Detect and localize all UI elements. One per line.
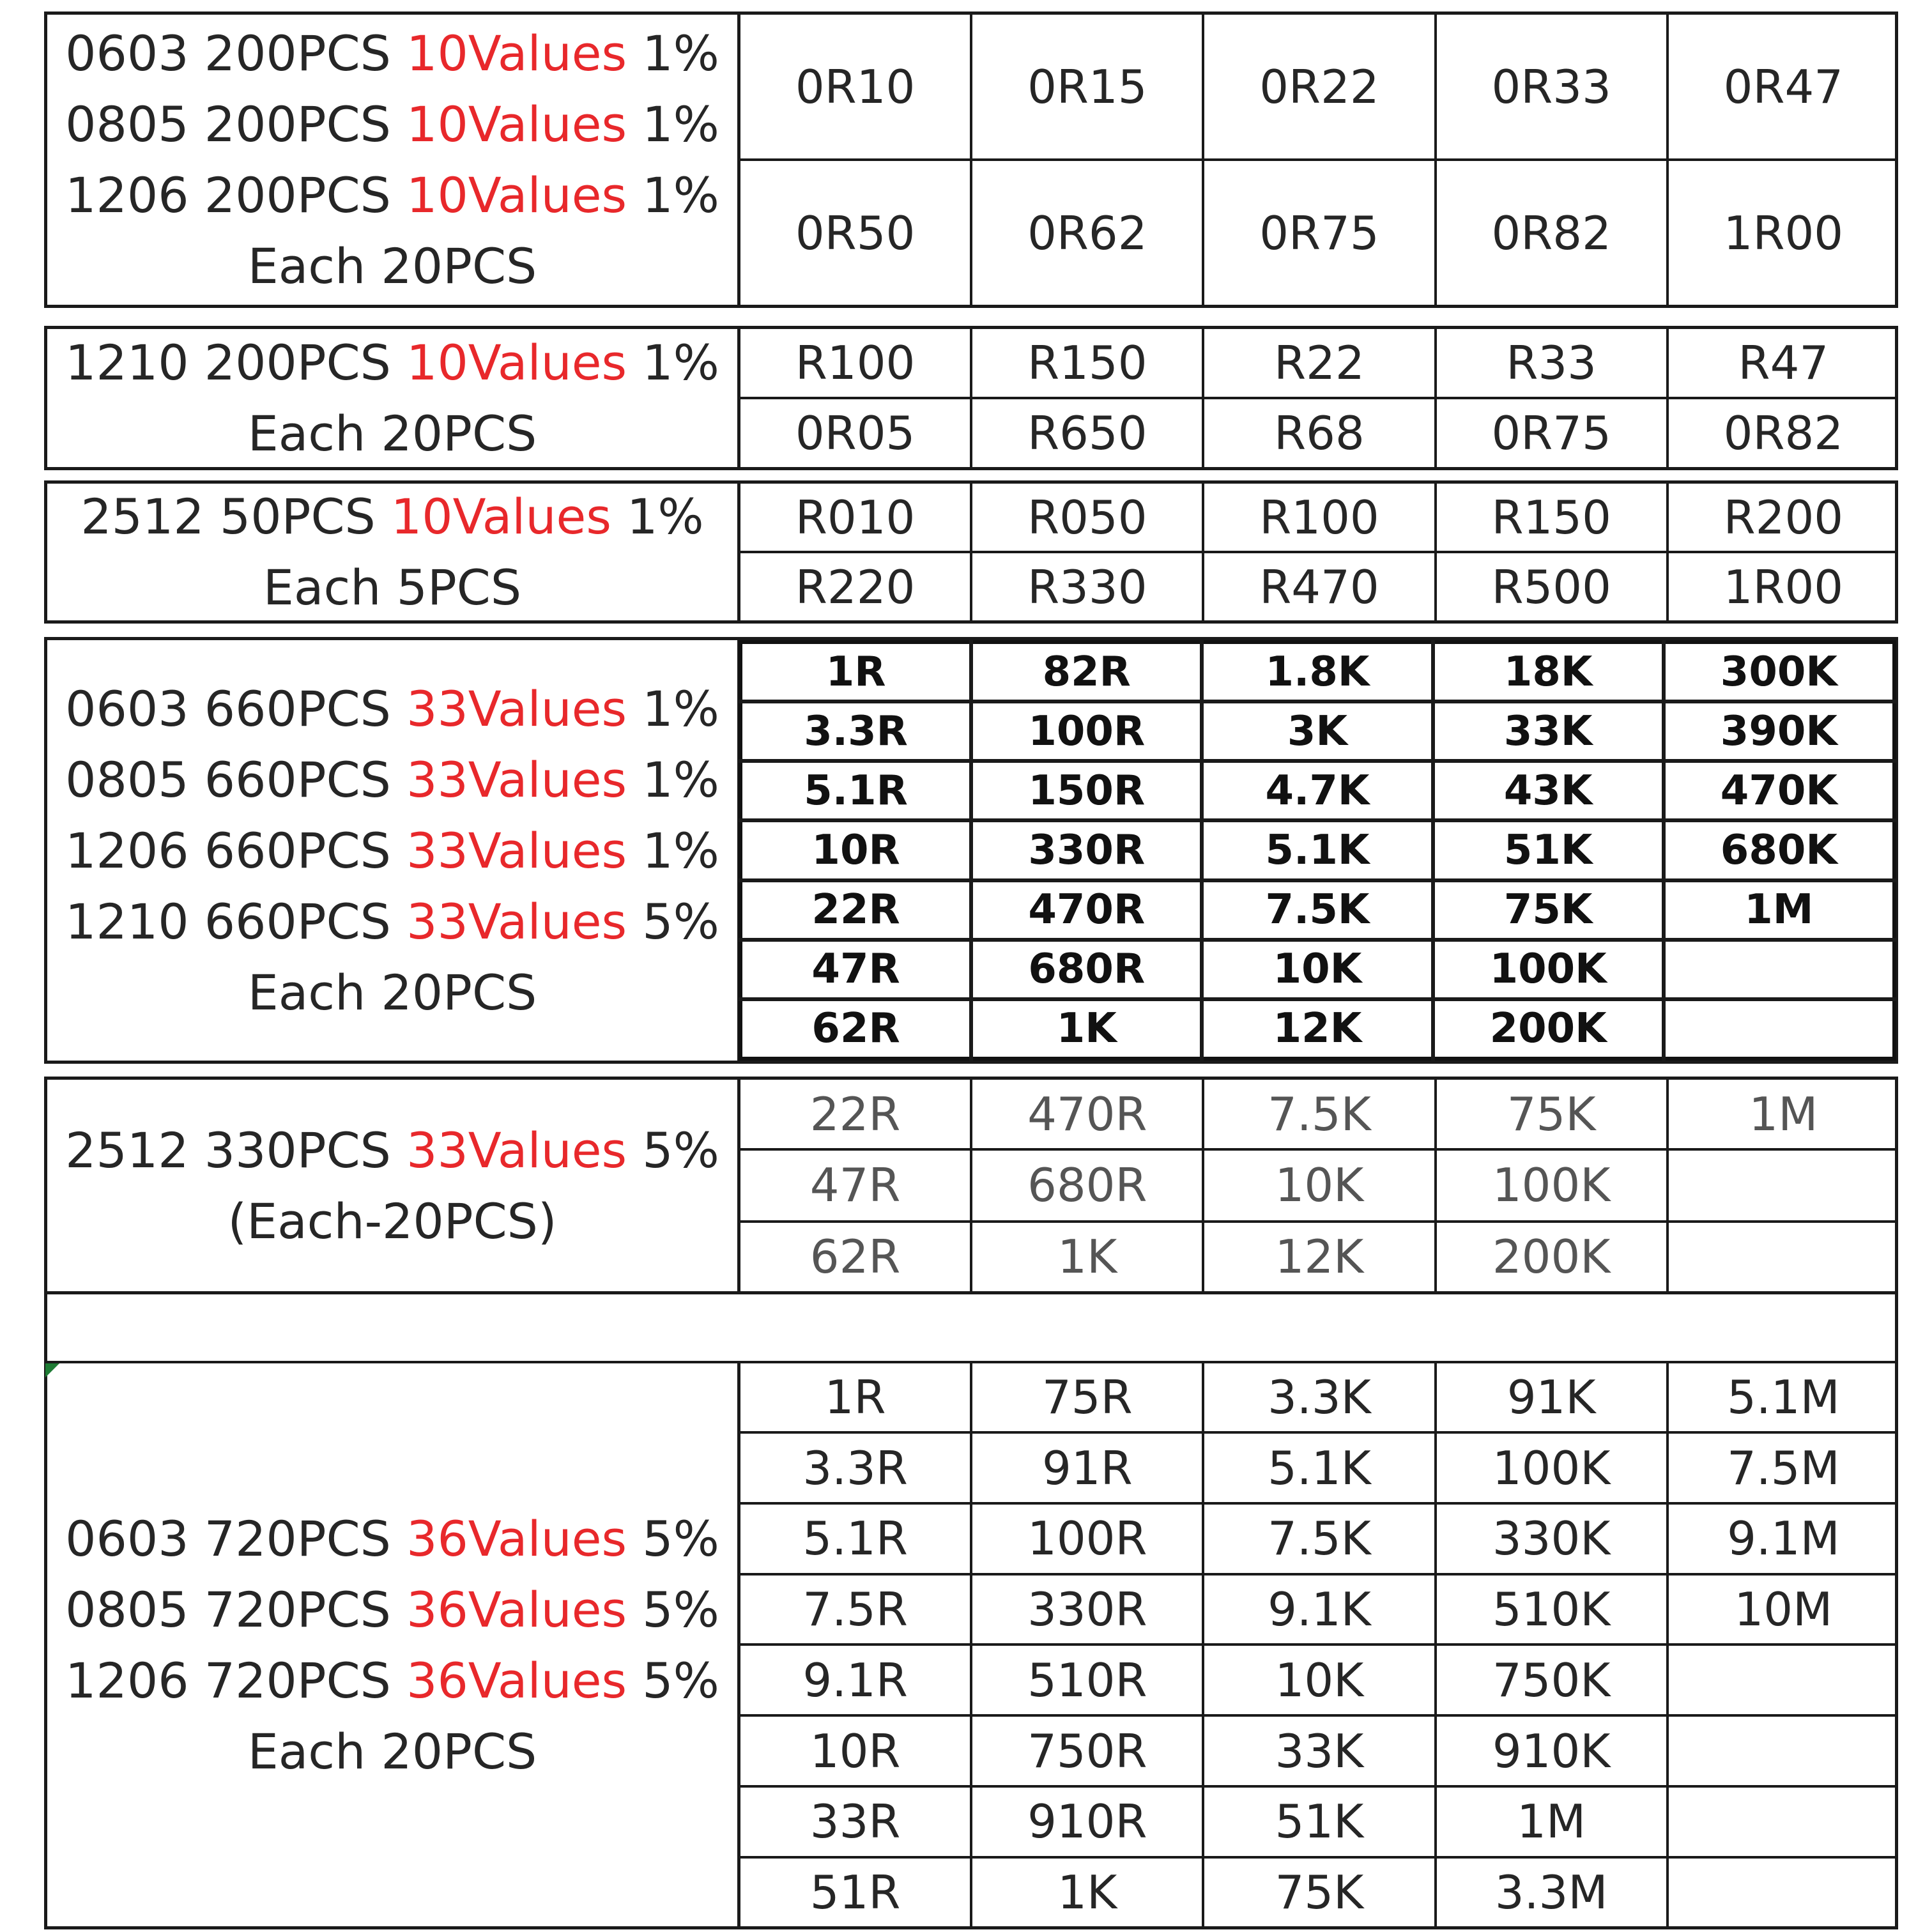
description-line bbox=[248, 231, 537, 302]
table-row bbox=[740, 1644, 1898, 1715]
table-row bbox=[740, 1857, 1898, 1926]
section-1 bbox=[44, 12, 1898, 308]
resistance-value-cell: 3.3K bbox=[1203, 1363, 1435, 1432]
table-row bbox=[740, 1432, 1898, 1503]
resistance-value-cell: 910K bbox=[1436, 1715, 1667, 1786]
values-table bbox=[740, 329, 1898, 467]
resistance-value-cell: 0R75 bbox=[1203, 160, 1435, 305]
package-spec: 1206 200PCS bbox=[65, 167, 407, 224]
tolerance: 5% bbox=[627, 1510, 719, 1567]
description-line bbox=[65, 1574, 719, 1645]
values-count: 36Values bbox=[406, 1652, 627, 1709]
resistance-value-cell: 0R50 bbox=[740, 160, 971, 305]
resistance-value-cell: 5.1K bbox=[1202, 820, 1432, 880]
package-spec: 0805 200PCS bbox=[65, 96, 407, 153]
description-line bbox=[248, 398, 537, 469]
table-row bbox=[740, 1222, 1898, 1292]
resistance-value-cell: 910R bbox=[971, 1786, 1203, 1857]
resistance-value-cell: R150 bbox=[971, 329, 1203, 398]
resistance-value-cell: 680K bbox=[1664, 820, 1894, 880]
table-row bbox=[740, 552, 1898, 620]
values-count: 10Values bbox=[390, 488, 611, 545]
table-row bbox=[740, 999, 1894, 1059]
section-6 bbox=[44, 1361, 1898, 1929]
section-3 bbox=[44, 480, 1898, 624]
resistance-value-cell: 1R bbox=[825, 648, 886, 696]
values-table bbox=[740, 15, 1898, 305]
package-spec: Each 5PCS bbox=[263, 559, 522, 616]
resistance-value-cell: R100 bbox=[1203, 484, 1435, 552]
resistance-value-cell: 0R10 bbox=[795, 59, 916, 114]
resistance-value-cell bbox=[1664, 999, 1894, 1059]
package-spec: Each 20PCS bbox=[247, 405, 537, 462]
section-description bbox=[47, 15, 740, 305]
tolerance: 5% bbox=[627, 1581, 719, 1638]
description-line bbox=[80, 481, 703, 552]
resistance-value-cell: 1M bbox=[1664, 880, 1894, 940]
resistance-value-cell: 390K bbox=[1664, 702, 1894, 761]
table-row bbox=[740, 398, 1898, 467]
resistance-value-cell: 75K bbox=[1436, 1080, 1667, 1149]
tolerance: 5% bbox=[627, 1652, 719, 1709]
values-count: 10Values bbox=[406, 25, 627, 82]
description-line bbox=[65, 815, 719, 886]
values-table bbox=[740, 1080, 1898, 1291]
resistance-value-cell: R010 bbox=[795, 490, 916, 544]
resistance-value-cell: 300K bbox=[1664, 642, 1894, 702]
resistance-value-cell: R200 bbox=[1667, 484, 1898, 552]
resistance-value-cell: R33 bbox=[1436, 329, 1667, 398]
resistance-value-cell: 3K bbox=[1202, 702, 1432, 761]
resistance-value-cell: 47R bbox=[740, 1149, 971, 1221]
resistance-value-cell: 0R82 bbox=[1667, 398, 1898, 467]
resistance-value-cell: 10K bbox=[1203, 1644, 1435, 1715]
resistance-value-cell: 3.3R bbox=[740, 702, 971, 761]
resistance-value-cell: 7.5K bbox=[1202, 880, 1432, 940]
description-line bbox=[65, 327, 719, 398]
resistance-value-cell: 62R bbox=[740, 999, 971, 1059]
table-row bbox=[740, 1786, 1898, 1857]
package-spec: 2512 50PCS bbox=[80, 488, 391, 545]
resistance-value-cell: 0R82 bbox=[1436, 160, 1667, 305]
resistance-value-cell bbox=[1667, 1857, 1898, 1926]
values-count: 33Values bbox=[406, 822, 627, 879]
resistance-value-cell: 1K bbox=[971, 1222, 1203, 1292]
package-spec: 1206 660PCS bbox=[65, 822, 407, 879]
section-description bbox=[47, 1363, 740, 1926]
values-count: 10Values bbox=[406, 96, 627, 153]
package-spec: Each 20PCS bbox=[247, 963, 537, 1021]
resistance-value-cell: 470R bbox=[971, 1080, 1203, 1149]
resistance-value-cell: R22 bbox=[1203, 329, 1435, 398]
section-5 bbox=[44, 1077, 1898, 1294]
resistance-value-cell: 51K bbox=[1433, 820, 1664, 880]
resistance-value-cell: 0R62 bbox=[971, 160, 1203, 305]
values-count: 36Values bbox=[406, 1581, 627, 1638]
resistance-value-cell: R150 bbox=[1436, 484, 1667, 552]
values-table bbox=[740, 1363, 1898, 1926]
blank-separator-row bbox=[44, 1291, 1898, 1363]
resistance-value-cell: 3.3M bbox=[1436, 1857, 1667, 1926]
description-line bbox=[65, 18, 719, 89]
tolerance: 1% bbox=[627, 334, 719, 391]
resistance-value-cell: 43K bbox=[1433, 761, 1664, 820]
resistance-value-cell: 470K bbox=[1664, 761, 1894, 820]
description-line bbox=[263, 552, 521, 623]
resistance-value-cell: 7.5K bbox=[1203, 1503, 1435, 1574]
table-row bbox=[740, 15, 1898, 160]
resistance-value-cell: 7.5K bbox=[1203, 1080, 1435, 1149]
resistance-value-cell: 680R bbox=[971, 940, 1202, 999]
resistance-value-cell: 75R bbox=[971, 1363, 1203, 1432]
package-spec: 2512 330PCS bbox=[65, 1121, 407, 1179]
description-line bbox=[65, 1503, 719, 1574]
resistance-value-cell: 510R bbox=[971, 1644, 1203, 1715]
tolerance: 1% bbox=[627, 680, 719, 737]
resistance-value-cell: 0R47 bbox=[1667, 15, 1898, 160]
resistance-value-cell: 200K bbox=[1433, 999, 1664, 1059]
resistance-value-cell: 100K bbox=[1436, 1149, 1667, 1221]
values-count: 33Values bbox=[406, 751, 627, 808]
resistance-value-cell: 33K bbox=[1203, 1715, 1435, 1786]
description-line bbox=[65, 744, 719, 815]
table-row bbox=[740, 160, 1898, 305]
tolerance: 1% bbox=[627, 822, 719, 879]
package-spec: 0603 720PCS bbox=[65, 1510, 407, 1567]
values-count: 33Values bbox=[406, 893, 627, 950]
tolerance: 1% bbox=[627, 96, 719, 153]
resistance-value-cell: 75K bbox=[1433, 880, 1664, 940]
resistance-value-cell: 51K bbox=[1203, 1786, 1435, 1857]
resistance-value-cell: 510K bbox=[1436, 1574, 1667, 1645]
resistance-value-cell: 9.1R bbox=[740, 1644, 971, 1715]
resistance-value-cell: R500 bbox=[1436, 552, 1667, 620]
resistance-value-cell: 5.1R bbox=[740, 1503, 971, 1574]
description-line bbox=[65, 886, 719, 957]
resistance-value-cell: 33R bbox=[740, 1786, 971, 1857]
resistance-value-cell: 10K bbox=[1202, 940, 1432, 999]
resistance-value-cell: 1R bbox=[824, 1370, 886, 1425]
resistance-value-cell: 1.8K bbox=[1202, 642, 1432, 702]
values-count: 33Values bbox=[406, 680, 627, 737]
resistance-value-cell: 1K bbox=[971, 1857, 1203, 1926]
package-spec: 1206 720PCS bbox=[65, 1652, 407, 1709]
tolerance: 5% bbox=[627, 893, 719, 950]
resistance-value-cell: 12K bbox=[1202, 999, 1432, 1059]
resistance-value-cell: 75K bbox=[1203, 1857, 1435, 1926]
table-row bbox=[740, 702, 1894, 761]
resistance-value-cell: R47 bbox=[1667, 329, 1898, 398]
resistance-value-cell: R220 bbox=[740, 552, 971, 620]
table-row bbox=[740, 1715, 1898, 1786]
resistance-value-cell: 5.1M bbox=[1667, 1363, 1898, 1432]
resistance-value-cell: 91K bbox=[1436, 1363, 1667, 1432]
values-table bbox=[739, 640, 1896, 1061]
resistance-value-cell: 0R05 bbox=[740, 398, 971, 467]
resistance-value-cell: 0R75 bbox=[1436, 398, 1667, 467]
resistance-value-cell: 9.1M bbox=[1667, 1503, 1898, 1574]
resistance-value-cell: 10R bbox=[740, 1715, 971, 1786]
table-row bbox=[740, 642, 1894, 702]
resistance-value-cell: 33K bbox=[1433, 702, 1664, 761]
resistance-value-cell: 10M bbox=[1667, 1574, 1898, 1645]
description-line bbox=[227, 1186, 556, 1257]
resistance-value-cell: 100R bbox=[971, 702, 1202, 761]
resistance-value-cell: 1K bbox=[971, 999, 1202, 1059]
resistance-value-cell bbox=[1667, 1715, 1898, 1786]
table-row bbox=[740, 329, 1898, 398]
description-line bbox=[248, 957, 537, 1028]
package-spec: 1210 660PCS bbox=[65, 893, 407, 950]
package-spec: Each 20PCS bbox=[247, 1722, 537, 1780]
package-spec: 1210 200PCS bbox=[65, 334, 407, 391]
table-row bbox=[740, 1574, 1898, 1645]
package-spec: (Each-20PCS) bbox=[227, 1192, 557, 1250]
resistance-value-cell: 330R bbox=[971, 820, 1202, 880]
resistance-value-cell: R100 bbox=[795, 336, 916, 390]
values-count: 10Values bbox=[406, 167, 627, 224]
table-row bbox=[740, 1080, 1898, 1149]
resistance-value-cell: 100K bbox=[1436, 1432, 1667, 1503]
table-row bbox=[740, 1363, 1898, 1432]
resistance-value-cell: 150R bbox=[971, 761, 1202, 820]
values-count: 36Values bbox=[406, 1510, 627, 1567]
description-line bbox=[248, 1716, 537, 1787]
resistance-value-cell: 7.5R bbox=[740, 1574, 971, 1645]
resistance-value-cell bbox=[1667, 1644, 1898, 1715]
section-description bbox=[47, 484, 740, 620]
resistance-value-cell: 750R bbox=[971, 1715, 1203, 1786]
resistance-value-cell: 5.1K bbox=[1203, 1432, 1435, 1503]
resistance-value-cell: 200K bbox=[1436, 1222, 1667, 1292]
description-line bbox=[65, 89, 719, 160]
resistance-value-cell: 0R33 bbox=[1436, 15, 1667, 160]
resistance-value-cell: 18K bbox=[1433, 642, 1664, 702]
resistance-value-cell: 0R15 bbox=[971, 15, 1203, 160]
resistance-value-cell: 12K bbox=[1203, 1222, 1435, 1292]
resistance-value-cell bbox=[1667, 1222, 1898, 1292]
resistance-value-cell: 330K bbox=[1436, 1503, 1667, 1574]
resistance-value-cell: R470 bbox=[1203, 552, 1435, 620]
resistance-value-cell: 330R bbox=[971, 1574, 1203, 1645]
resistance-value-cell bbox=[1667, 1149, 1898, 1221]
resistance-value-cell: 82R bbox=[971, 642, 1202, 702]
section-description bbox=[47, 640, 740, 1061]
resistance-value-cell: 1R00 bbox=[1667, 160, 1898, 305]
tolerance: 1% bbox=[611, 488, 704, 545]
tolerance: 1% bbox=[627, 25, 719, 82]
description-line bbox=[65, 673, 719, 744]
resistance-value-cell: R68 bbox=[1203, 398, 1435, 467]
resistance-value-cell: 22R bbox=[809, 1087, 901, 1141]
resistance-value-cell: 62R bbox=[740, 1222, 971, 1292]
resistance-value-cell: 5.1R bbox=[740, 761, 971, 820]
resistance-value-cell: 10R bbox=[740, 820, 971, 880]
section-4 bbox=[44, 637, 1898, 1064]
resistance-value-cell: 91R bbox=[971, 1432, 1203, 1503]
table-row bbox=[740, 1149, 1898, 1221]
resistance-value-cell: 1M bbox=[1436, 1786, 1667, 1857]
resistance-value-cell bbox=[1664, 940, 1894, 999]
resistance-value-cell bbox=[1667, 1786, 1898, 1857]
resistance-value-cell: R330 bbox=[971, 552, 1203, 620]
values-count: 10Values bbox=[406, 334, 627, 391]
tolerance: 1% bbox=[627, 167, 719, 224]
values-table bbox=[740, 484, 1898, 620]
resistance-value-cell: 680R bbox=[971, 1149, 1203, 1221]
package-spec: 0603 200PCS bbox=[65, 25, 407, 82]
table-row bbox=[740, 761, 1894, 820]
resistance-value-cell: 9.1K bbox=[1203, 1574, 1435, 1645]
resistance-value-cell: 100K bbox=[1433, 940, 1664, 999]
cell-comment-marker bbox=[45, 1363, 59, 1377]
resistance-value-cell: 7.5M bbox=[1667, 1432, 1898, 1503]
resistance-value-cell: 47R bbox=[740, 940, 971, 999]
table-row bbox=[740, 484, 1898, 552]
description-line bbox=[65, 160, 719, 231]
resistance-value-cell: 750K bbox=[1436, 1644, 1667, 1715]
package-spec: 0805 660PCS bbox=[65, 751, 407, 808]
resistance-value-cell: 1R00 bbox=[1667, 552, 1898, 620]
resistance-value-cell: R050 bbox=[971, 484, 1203, 552]
table-row bbox=[740, 820, 1894, 880]
package-spec: 0805 720PCS bbox=[65, 1581, 407, 1638]
resistance-value-cell: 1M bbox=[1667, 1080, 1898, 1149]
resistance-value-cell: 100R bbox=[971, 1503, 1203, 1574]
package-spec: 0603 660PCS bbox=[65, 680, 407, 737]
table-row bbox=[740, 940, 1894, 999]
resistance-value-cell: 10K bbox=[1203, 1149, 1435, 1221]
table-row bbox=[740, 1503, 1898, 1574]
section-2 bbox=[44, 326, 1898, 470]
resistance-value-cell: 0R22 bbox=[1203, 15, 1435, 160]
resistance-value-cell: 22R bbox=[740, 880, 971, 940]
resistance-value-cell: 51R bbox=[740, 1857, 971, 1926]
section-description bbox=[47, 329, 740, 467]
table-row bbox=[740, 880, 1894, 940]
package-spec: Each 20PCS bbox=[247, 238, 537, 295]
resistance-value-cell: 4.7K bbox=[1202, 761, 1432, 820]
tolerance: 5% bbox=[627, 1121, 719, 1179]
tolerance: 1% bbox=[627, 751, 719, 808]
resistance-value-cell: 3.3R bbox=[740, 1432, 971, 1503]
section-description bbox=[47, 1080, 740, 1291]
values-count: 33Values bbox=[406, 1121, 627, 1179]
description-line bbox=[65, 1645, 719, 1716]
resistance-value-cell: R650 bbox=[971, 398, 1203, 467]
resistance-value-cell: 470R bbox=[971, 880, 1202, 940]
description-line bbox=[65, 1115, 719, 1186]
